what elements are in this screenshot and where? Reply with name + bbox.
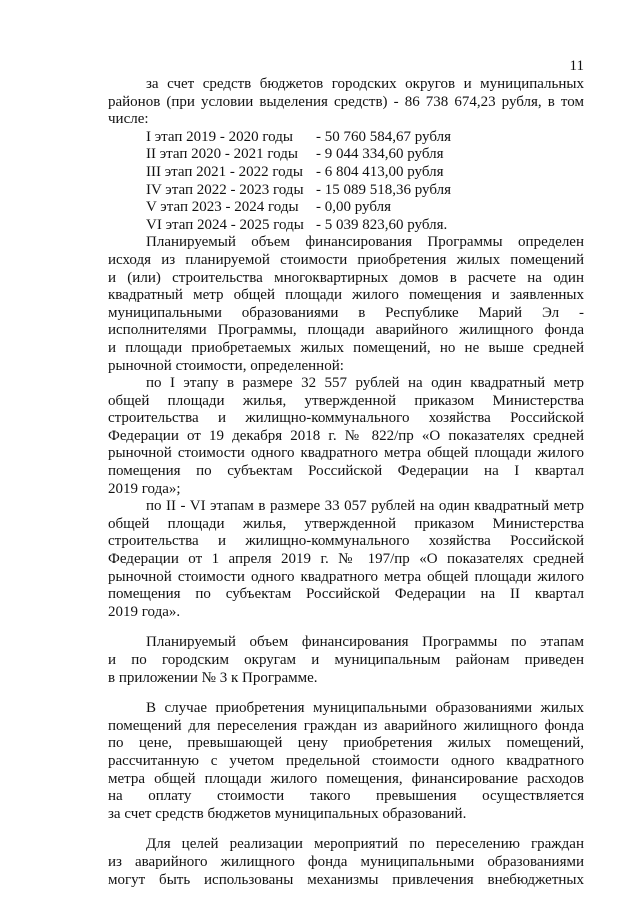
text-line: Планируемый объем финансирования Программы определен — [146, 234, 584, 251]
text-line: помещения по субъектам Российской Федерации на II квартал — [108, 586, 584, 603]
stage-label: VI этап 2024 - 2025 годы — [146, 216, 304, 233]
stage-label: IV этап 2022 - 2023 годы — [146, 181, 304, 198]
text-line: В случае приобретения муниципальными образованиями жилых — [146, 700, 584, 717]
text-line: исполнителями Программы, площади аварийного жилищного фонда — [108, 322, 584, 339]
stage-amount: - 15 089 518,36 рубля — [316, 181, 451, 198]
text-line: строительства и жилищно-коммунального хозяйства Российской — [108, 410, 584, 427]
stage-row — [108, 146, 584, 164]
text-line: рыночной стоимости одного квадратного метра общей площади жилого — [108, 445, 584, 462]
stage-amount: - 0,00 рубля — [316, 199, 391, 216]
text-line: за счет средств бюджетов муниципальных образований. — [108, 805, 467, 822]
text-line: из аварийного жилищного фонда муниципальными образованиями — [108, 853, 584, 870]
text-line: Планируемый объем финансирования Программы по этапам — [146, 634, 584, 651]
text-line: в приложении № 3 к Программе. — [108, 669, 318, 686]
stage-amount: - 9 044 334,60 рубля — [316, 146, 444, 163]
stage-2-6-price-paragraph — [108, 498, 584, 621]
text-line: рыночной стоимости, определенной: — [108, 357, 344, 374]
text-line: строительства и жилищно-коммунального хозяйства Российской — [108, 533, 584, 550]
text-line: Для целей реализации мероприятий по переселению граждан — [146, 836, 584, 853]
text-line: Федерации от 1 апреля 2019 г. № 197/пр «О показателях средней — [108, 551, 584, 568]
text-line: на оплату стоимости такого превышения осуществляется — [108, 788, 584, 805]
stage-1-price-paragraph — [108, 375, 584, 498]
financing-by-stages-paragraph — [108, 634, 584, 687]
intro-paragraph — [108, 76, 584, 129]
text-line: помещения по субъектам Российской Федерации на I квартал — [108, 463, 584, 480]
text-line: по I этапу в размере 32 557 рублей на один квадратный метр — [146, 375, 584, 392]
text-line: по II - VI этапам в размере 33 057 рублей на один квадратный метр — [146, 498, 584, 515]
text-line: и по городским округам и муниципальным районам приведен — [108, 652, 584, 668]
stage-label: III этап 2021 - 2022 годы — [146, 163, 303, 180]
stage-row — [108, 129, 584, 147]
text-line: и площади приобретаемых жилых помещений, но не выше средней — [108, 339, 584, 356]
text-line: за счет средств бюджетов городских округов и муниципальных — [146, 76, 584, 92]
text-line: рыночной стоимости одного квадратного метра общей площади жилого — [108, 568, 584, 585]
text-line: рассчитанную с учетом предельной стоимости одного квадратного — [108, 752, 584, 769]
extra-budget-paragraph — [108, 836, 584, 889]
stage-row — [108, 182, 584, 200]
text-line: квадратный метр общей площади жилого помещения и заявленных — [108, 287, 584, 304]
text-line: числе: — [108, 111, 149, 128]
text-line: и (или) строительства многоквартирных домов в расчете на один — [108, 269, 584, 286]
text-line: по цене, превышающей цену приобретения жилых помещений, — [108, 735, 584, 752]
text-line: муниципальными образованиями в Республике Марий Эл - — [108, 304, 584, 321]
planned-financing-paragraph — [108, 234, 584, 375]
stage-label: II этап 2020 - 2021 годы — [146, 146, 298, 163]
stage-amount: - 50 760 584,67 рубля — [316, 128, 451, 145]
text-line: исходя из планируемой стоимости приобретения жилых помещений — [108, 251, 584, 268]
text-line: Федерации от 19 декабря 2018 г. № 822/пр «О показателях средней — [108, 427, 584, 444]
text-line: 2019 года». — [108, 603, 181, 620]
text-line: районов (при условии выделения средств) - 86 738 674,23 рубля, в том — [108, 93, 584, 110]
excess-price-paragraph — [108, 700, 584, 823]
text-line: метра общей площади жилого помещения, финансирование расходов — [108, 770, 584, 787]
body-text — [108, 76, 584, 889]
text-line: помещений для переселения граждан из аварийного жилищного фонда — [108, 717, 584, 734]
stage-list — [108, 129, 584, 235]
page-number: 11 — [569, 58, 584, 74]
text-line: 2019 года»; — [108, 480, 181, 497]
stage-amount: - 6 804 413,00 рубля — [316, 163, 444, 180]
text-line: общей площади жилья, утвержденной приказом Министерства — [108, 515, 584, 532]
stage-label: I этап 2019 - 2020 годы — [146, 128, 293, 145]
stage-label: V этап 2023 - 2024 годы — [146, 199, 299, 216]
stage-amount: - 5 039 823,60 рубля. — [316, 216, 448, 233]
text-line: общей площади жилья, утвержденной приказом Министерства — [108, 392, 584, 409]
stage-row — [108, 164, 584, 182]
stage-row — [108, 217, 584, 235]
text-line: могут быть использованы механизмы привлечения внебюджетных — [108, 871, 584, 888]
stage-row — [108, 199, 584, 217]
